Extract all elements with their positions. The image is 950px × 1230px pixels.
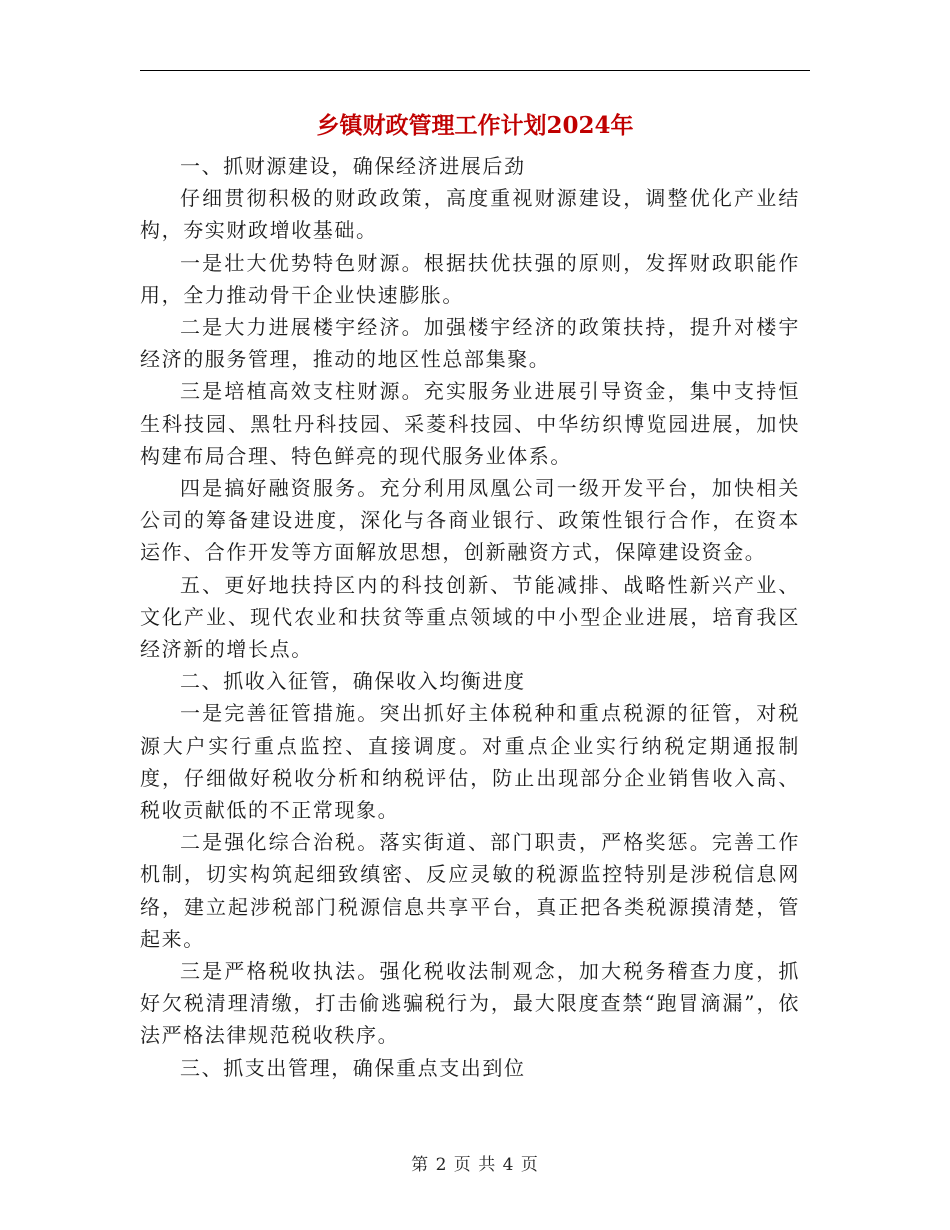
section-heading-1: 一、抓财源建设，确保经济进展后劲: [180, 154, 526, 178]
page-footer: 第 2 页 共 4 页: [411, 1155, 539, 1175]
section-heading-2: 二、抓收入征管，确保收入均衡进度: [180, 669, 526, 694]
body-paragraph: 二是大力进展楼宇经济。加强楼宇经济的政策扶持，提升对楼宇经济的服务管理，推动的地区性总部集聚。: [140, 315, 800, 372]
body-paragraph: 五、更好地扶持区内的科技创新、节能减排、战略性新兴产业、文化产业、现代农业和扶贫等重点领域的中小型企业进展，培育我区经济新的增长点。: [140, 572, 800, 662]
document-title: 乡镇财政管理工作计划2024年: [316, 112, 634, 139]
body-paragraph: 一是完善征管措施。突出抓好主体税种和重点税源的征管，对税源大户实行重点监控、直接调度。对重点企业实行纳税定期通报制度，仔细做好税收分析和纳税评估，防止出现部分企业销售收入高、税收贡献低的不正常现象。: [140, 701, 800, 823]
section-heading-3: 三、抓支出管理，确保重点支出到位: [180, 1055, 526, 1080]
header-rule: [140, 70, 810, 71]
body-paragraph: 一是壮大优势特色财源。根据扶优扶强的原则，发挥财政职能作用，全力推动骨干企业快速膨胀。: [140, 250, 800, 307]
body-paragraph: 仔细贯彻积极的财政政策，高度重视财源建设，调整优化产业结构，夯实财政增收基础。: [140, 186, 800, 243]
body-paragraph: 二是强化综合治税。落实街道、部门职责，严格奖惩。完善工作机制，切实构筑起细致缜密、反应灵敏的税源监控特别是涉税信息网络，建立起涉税部门税源信息共享平台，真正把各类税源摸清楚，管起来。: [140, 830, 800, 951]
body-paragraph: 四是搞好融资服务。充分利用凤凰公司一级开发平台，加快相关公司的筹备建设进度，深化与各商业银行、政策性银行合作，在资本运作、合作开发等方面解放思想，创新融资方式，保障建设资金。: [140, 476, 800, 565]
document-body: [140, 150, 800, 1084]
body-paragraph: 三是严格税收执法。强化税收法制观念，加大税务稽查力度，抓好欠税清理清缴，打击偷逃骗税行为，最大限度查禁“跑冒滴漏”，依法严格法律规范税收秩序。: [140, 959, 800, 1048]
body-paragraph: 三是培植高效支柱财源。充实服务业进展引导资金，集中支持恒生科技园、黑牡丹科技园、采菱科技园、中华纺织博览园进展，加快构建布局合理、特色鲜亮的现代服务业体系。: [140, 379, 800, 468]
